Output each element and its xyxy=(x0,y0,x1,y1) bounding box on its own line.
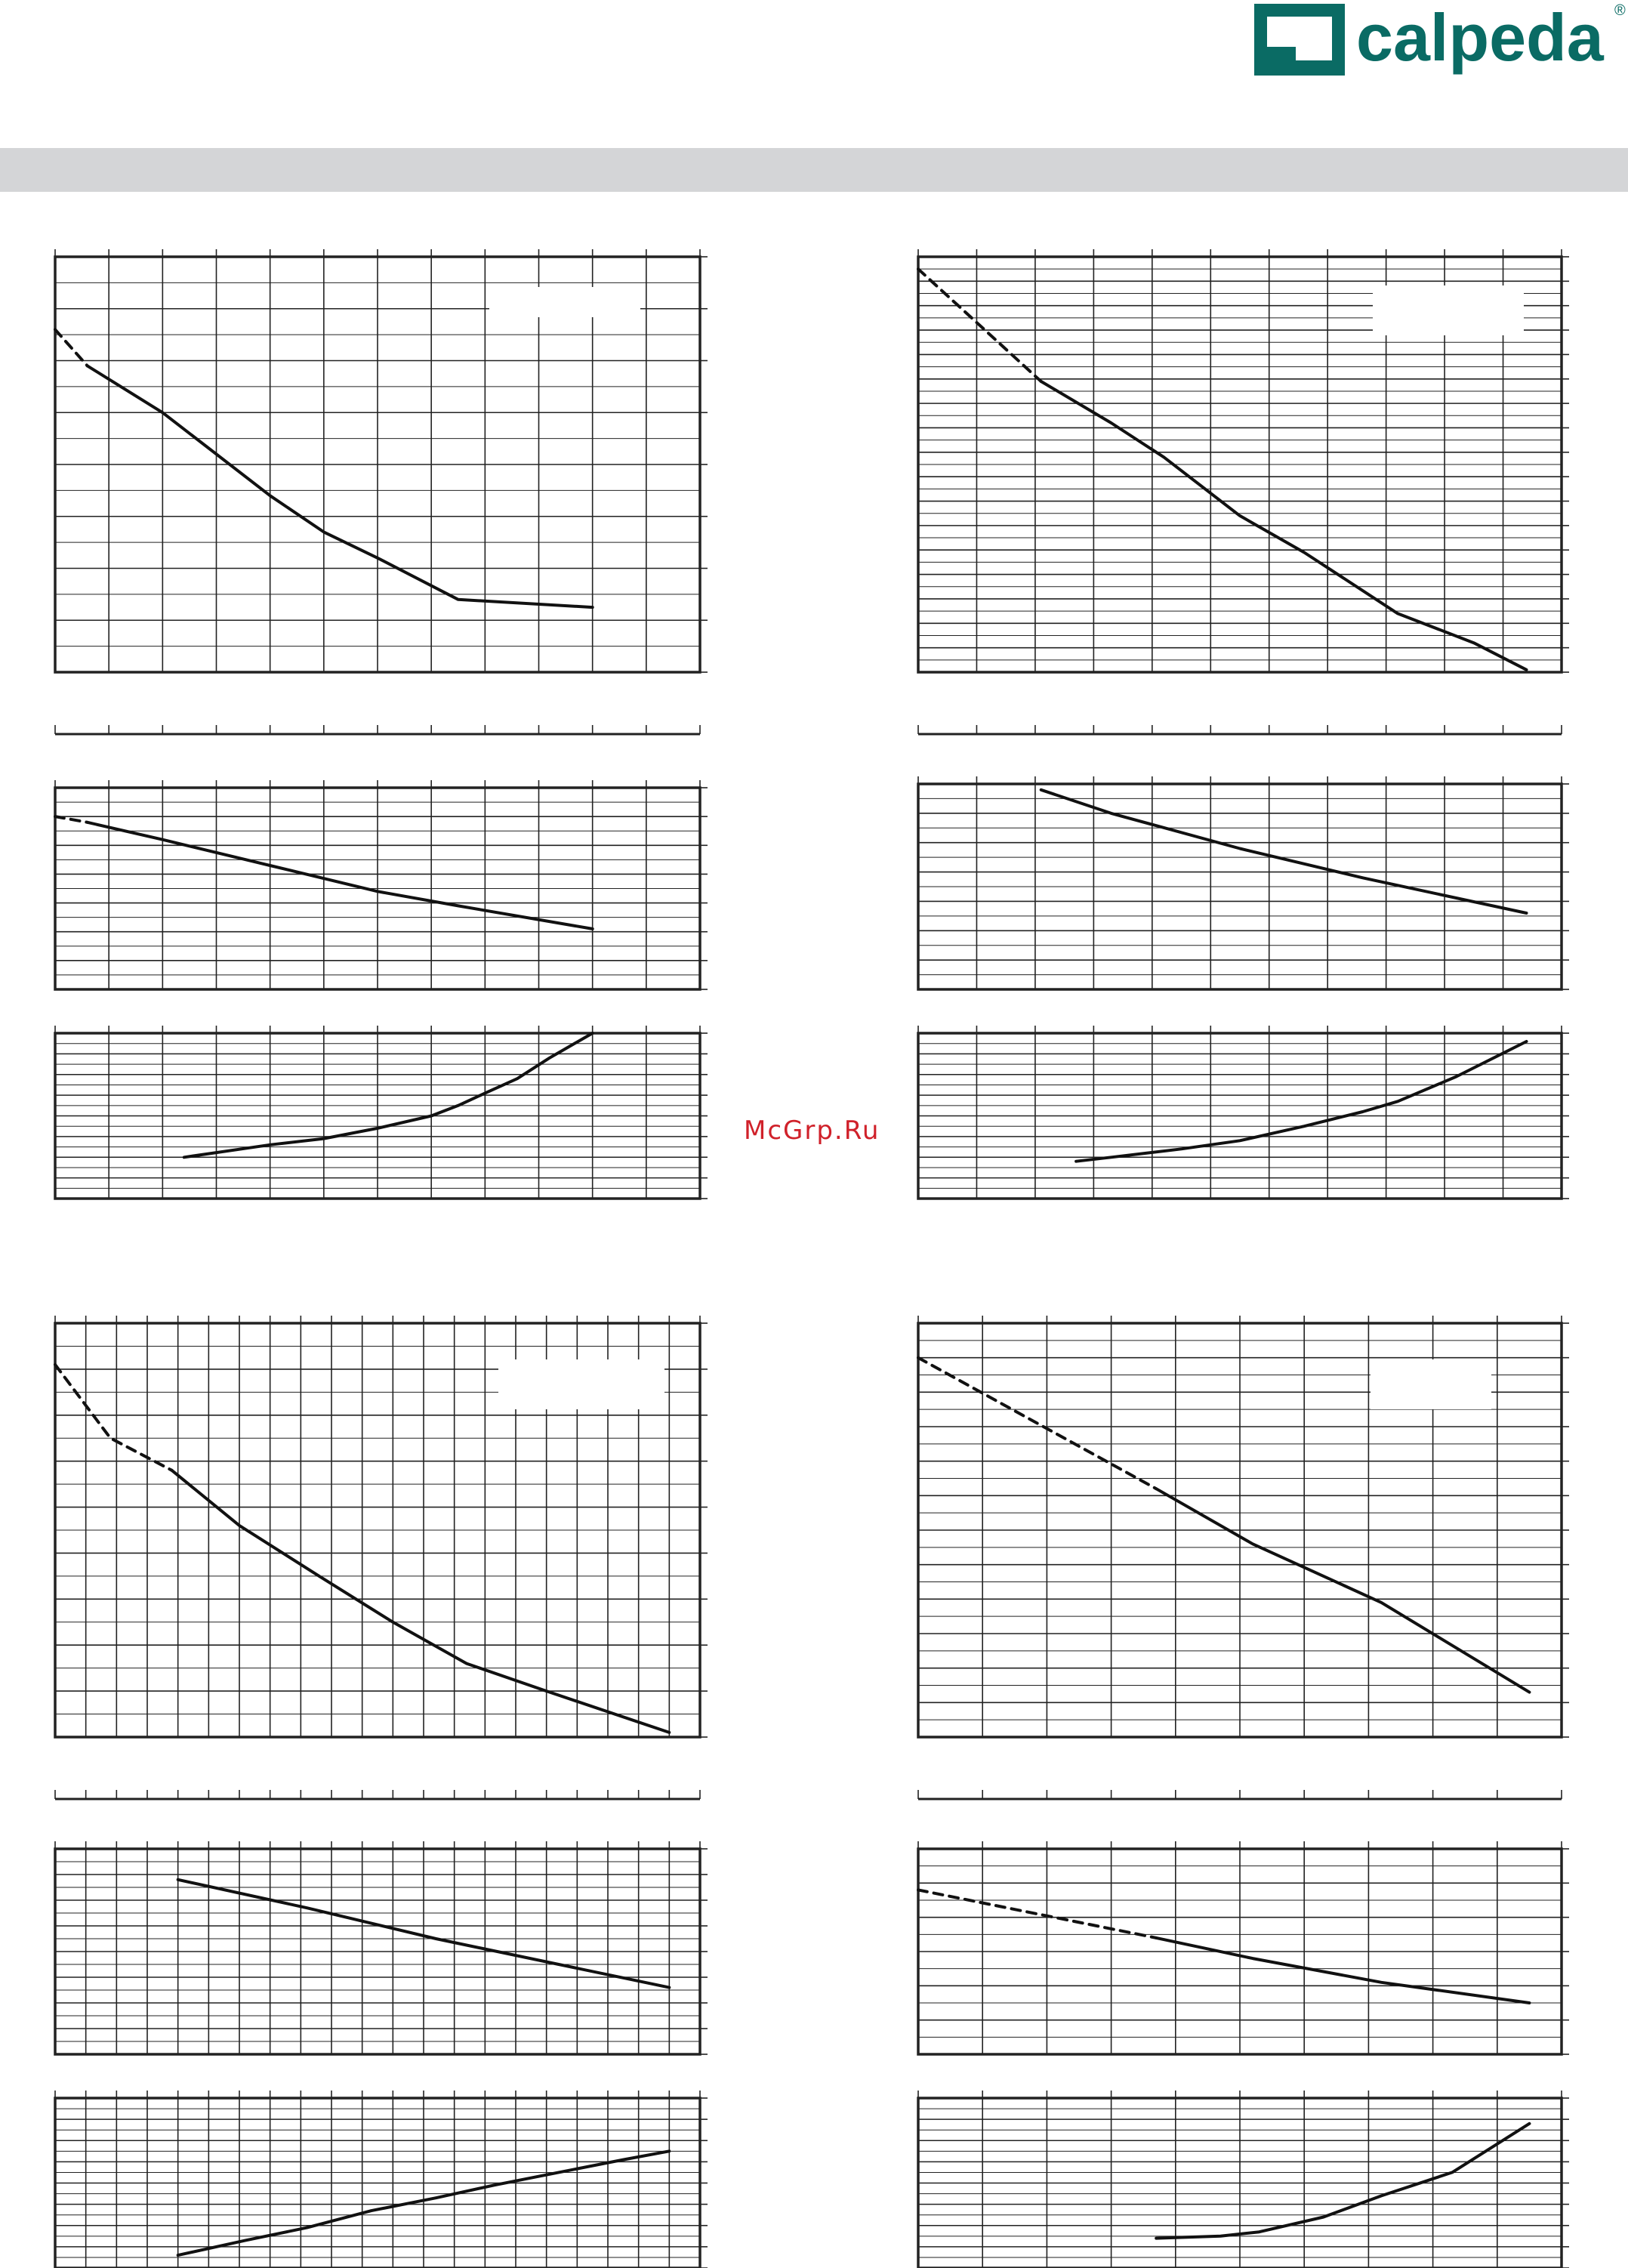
pump-4-head-curve-solid-1 xyxy=(1156,1489,1529,1692)
pump-2-efficiency-curve-solid-0 xyxy=(1041,790,1527,913)
label-patch-3 xyxy=(498,1359,664,1409)
pump-4-head-curve-dashed-0 xyxy=(918,1358,1156,1489)
pump-4-efficiency-curve-dashed-0 xyxy=(918,1890,1156,1938)
pump-2-power-curve-solid-0 xyxy=(1076,1041,1526,1162)
pump-3-head-curve-dashed-0 xyxy=(55,1365,172,1470)
brand-name: calpeda xyxy=(1356,0,1604,75)
label-patch-4 xyxy=(1371,1359,1491,1409)
pump-2-head-curve-dashed-0 xyxy=(918,269,1041,381)
pump-1-efficiency-curve-dashed-0 xyxy=(55,816,88,822)
pump-3-head-curve-solid-1 xyxy=(172,1470,670,1733)
label-patch-2 xyxy=(1373,285,1524,335)
pump-4-efficiency-curve-solid-1 xyxy=(1156,1938,1529,2003)
watermark-text: McGrp.Ru xyxy=(744,1115,880,1146)
label-patch-1 xyxy=(489,287,640,317)
registered-mark: ® xyxy=(1614,2,1626,19)
